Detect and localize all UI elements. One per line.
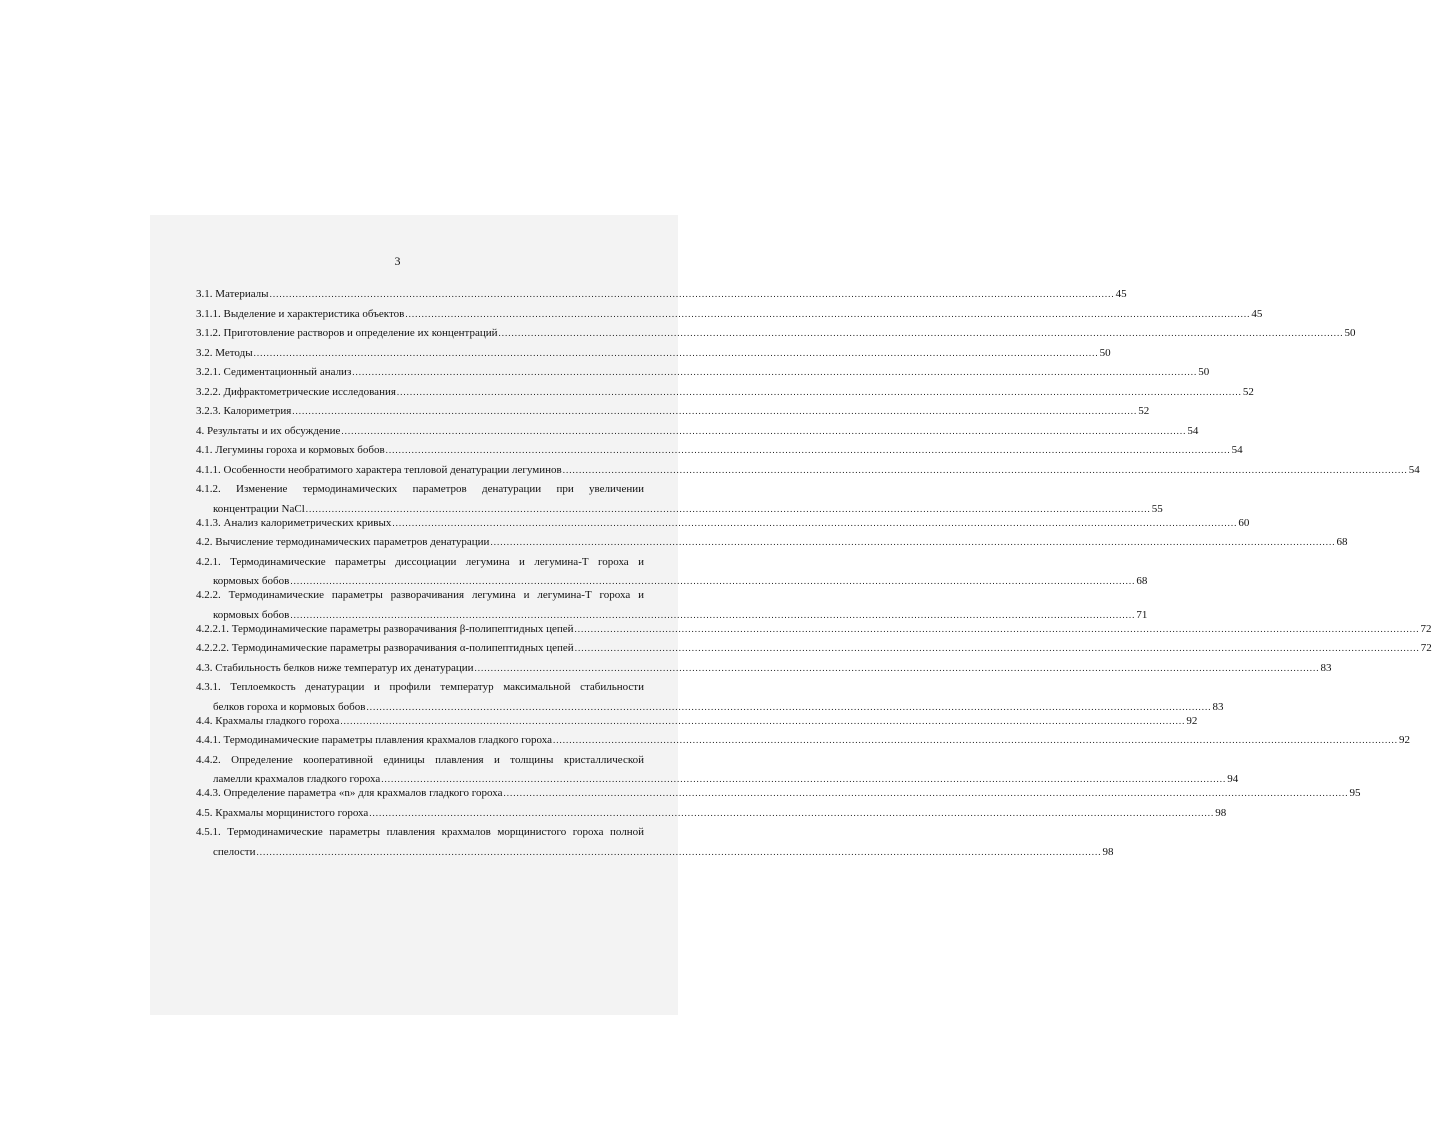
toc-entry bbox=[196, 535, 1348, 549]
toc-entry-row bbox=[196, 845, 1114, 859]
toc-entry-row bbox=[196, 806, 1227, 820]
toc-entry-page: 45 bbox=[1251, 307, 1263, 320]
toc-entry bbox=[196, 753, 1239, 787]
toc-entry-title: 3.1.2. Приготовление растворов и определение их концентраций bbox=[196, 327, 498, 339]
toc-entry-page: 83 bbox=[1320, 661, 1332, 674]
dot-leader: .................................................................................................................................................................................................................................................................... bbox=[366, 701, 1212, 712]
page-number: 3 bbox=[394, 254, 401, 268]
toc-entry bbox=[196, 641, 1432, 655]
toc-entry-page: 92 bbox=[1398, 734, 1410, 746]
toc-entry-title: 3.2. Методы bbox=[196, 346, 253, 359]
toc-entry-title: 4.4.3. Определение параметра «n» для крахмалов гладкого гороха bbox=[196, 787, 503, 799]
toc-entry bbox=[196, 463, 1420, 477]
dot-leader: .................................................................................................................................................................................................................................................................... bbox=[269, 289, 1115, 299]
toc-entry-title: 4.2.2.1. Термодинамические параметры разворачивания β-полипептидных цепей bbox=[196, 622, 574, 635]
dot-leader: .................................................................................................................................................................................................................................................................... bbox=[562, 464, 1408, 475]
toc-entry bbox=[196, 443, 1243, 457]
toc-entry-title: 4.2. Вычисление термодинамических параметров денатурации bbox=[196, 536, 490, 548]
dot-leader: .................................................................................................................................................................................................................................................................... bbox=[369, 807, 1215, 818]
toc-entry bbox=[196, 806, 1227, 820]
toc-entry-row bbox=[196, 424, 1199, 438]
toc-entry-title-line: 4.4.2. Определение кооперативной единицы плавления и толщины кристаллической bbox=[196, 753, 644, 766]
toc-entry-page: 68 bbox=[1336, 536, 1348, 548]
toc-entry-page: 72 bbox=[1420, 622, 1432, 635]
toc-entry-row bbox=[196, 385, 1254, 399]
toc-entry-title: 4. Результаты и их обсуждение bbox=[196, 424, 341, 437]
toc-entry-row bbox=[196, 443, 1243, 457]
dot-leader: .................................................................................................................................................................................................................................................................... bbox=[498, 328, 1344, 338]
dot-leader: .................................................................................................................................................................................................................................................................... bbox=[392, 517, 1238, 528]
dot-leader: .................................................................................................................................................................................................................................................................... bbox=[385, 445, 1231, 455]
toc-entry-row bbox=[196, 661, 1332, 675]
toc-entry bbox=[196, 385, 1254, 399]
toc-entry-title: 4.1.1. Особенности необратимого характера тепловой денатурации легуминов bbox=[196, 463, 562, 476]
toc-entry-row bbox=[196, 404, 1150, 418]
toc-entry-page: 50 bbox=[1198, 366, 1210, 378]
dot-leader: .................................................................................................................................................................................................................................................................... bbox=[256, 846, 1102, 857]
dot-leader: .................................................................................................................................................................................................................................................................... bbox=[292, 406, 1138, 416]
toc-entry-page: 60 bbox=[1238, 516, 1250, 529]
toc-entry bbox=[196, 307, 1263, 321]
toc-entry-title: кормовых бобов bbox=[213, 608, 290, 621]
toc-entry-page: 52 bbox=[1242, 385, 1254, 398]
toc-entry-page: 95 bbox=[1349, 787, 1361, 799]
toc-entry-page: 71 bbox=[1136, 608, 1148, 621]
toc-entry-title: концентрации NaCl bbox=[213, 502, 305, 515]
toc-entry-page: 92 bbox=[1186, 714, 1198, 727]
dot-leader: .................................................................................................................................................................................................................................................................... bbox=[490, 537, 1336, 547]
toc-entry bbox=[196, 588, 1148, 622]
dot-leader: .................................................................................................................................................................................................................................................................... bbox=[340, 715, 1186, 726]
toc-entry-row bbox=[196, 287, 1127, 301]
toc-entry-page: 54 bbox=[1187, 424, 1199, 437]
toc-entry-title-line: 4.5.1. Термодинамические параметры плавления крахмалов морщинистого гороха полной bbox=[196, 826, 644, 838]
toc-entry-row bbox=[196, 326, 1356, 340]
dot-leader: .................................................................................................................................................................................................................................................................... bbox=[381, 774, 1227, 784]
toc-entry-title: спелости bbox=[213, 845, 256, 858]
toc-entry bbox=[196, 714, 1198, 728]
toc-entry-row bbox=[196, 463, 1420, 477]
toc-entry-title: 4.4.1. Термодинамические параметры плавления крахмалов гладкого гороха bbox=[196, 734, 552, 746]
toc-entry-page: 54 bbox=[1231, 444, 1243, 456]
toc-entry-title: 4.5. Крахмалы морщинистого гороха bbox=[196, 806, 369, 819]
toc-entry-title: белков гороха и кормовых бобов bbox=[213, 700, 366, 713]
toc-entry-row bbox=[196, 772, 1239, 786]
dot-leader: .................................................................................................................................................................................................................................................................... bbox=[474, 662, 1320, 673]
toc-entry-row bbox=[196, 516, 1250, 530]
dot-leader: .................................................................................................................................................................................................................................................................... bbox=[574, 623, 1420, 634]
toc-entry bbox=[196, 680, 1224, 714]
toc-entry-page: 98 bbox=[1102, 845, 1114, 858]
toc-entry-title: 4.3. Стабильность белков ниже температур их денатурации bbox=[196, 661, 474, 674]
toc-entry bbox=[196, 786, 1361, 800]
toc-entry-row bbox=[196, 535, 1348, 549]
toc-entry-page: 98 bbox=[1215, 806, 1227, 819]
toc-entry bbox=[196, 733, 1410, 747]
toc-entry-title-line: 4.1.2. Изменение термодинамических параметров денатурации при увеличении bbox=[196, 483, 644, 495]
toc-entry bbox=[196, 346, 1111, 360]
toc-entry bbox=[196, 365, 1210, 379]
toc-entry-page: 83 bbox=[1212, 700, 1224, 713]
dot-leader: .................................................................................................................................................................................................................................................................... bbox=[503, 788, 1349, 798]
toc-entry-page: 50 bbox=[1344, 327, 1356, 339]
toc-entry-page: 55 bbox=[1151, 502, 1163, 515]
toc-entry-title-line: 4.2.1. Термодинамические параметры диссоциации легумина и легумина-Т гороха и bbox=[196, 555, 644, 568]
toc-entry-page: 45 bbox=[1115, 288, 1127, 300]
toc-entry-page: 94 bbox=[1227, 773, 1239, 785]
dot-leader: .................................................................................................................................................................................................................................................................... bbox=[290, 609, 1136, 620]
dot-leader: .................................................................................................................................................................................................................................................................... bbox=[305, 503, 1151, 514]
toc-entry-page: 72 bbox=[1420, 642, 1432, 654]
toc-entry-row bbox=[196, 622, 1432, 636]
toc-entry-row bbox=[196, 307, 1263, 321]
toc-entry bbox=[196, 404, 1150, 418]
dot-leader: .................................................................................................................................................................................................................................................................... bbox=[290, 576, 1136, 586]
toc-entry-row bbox=[196, 714, 1198, 728]
toc-entry-title: 3.2.2. Дифрактометрические исследования bbox=[196, 385, 396, 398]
toc-entry-row bbox=[196, 641, 1432, 655]
toc-entry-title: 4.2.2.2. Термодинамические параметры разворачивания α-полипептидных цепей bbox=[196, 642, 574, 654]
toc-entry bbox=[196, 825, 1114, 859]
toc-entry-row bbox=[196, 733, 1410, 747]
dot-leader: .................................................................................................................................................................................................................................................................... bbox=[253, 347, 1099, 358]
toc-entry-title: 3.2.3. Калориметрия bbox=[196, 405, 292, 417]
toc-entry-row bbox=[196, 786, 1361, 800]
toc-entry-title: 3.2.1. Седиментационный анализ bbox=[196, 366, 352, 378]
toc-entry-title: 4.1.3. Анализ калориметрических кривых bbox=[196, 516, 392, 529]
toc-entry bbox=[196, 555, 1148, 589]
toc-entry bbox=[196, 622, 1432, 636]
toc-entry bbox=[196, 287, 1127, 301]
toc-entry-row bbox=[196, 502, 1163, 516]
toc-entry-page: 54 bbox=[1408, 463, 1420, 476]
toc-entry-title: ламелли крахмалов гладкого гороха bbox=[213, 773, 381, 785]
toc-entry-title: 3.1.1. Выделение и характеристика объектов bbox=[196, 307, 405, 320]
toc-entry-row bbox=[196, 700, 1224, 714]
toc-entry-row bbox=[196, 346, 1111, 360]
dot-leader: .................................................................................................................................................................................................................................................................... bbox=[405, 308, 1251, 319]
toc-entry bbox=[196, 326, 1356, 340]
toc-entry-title: 4.1. Легумины гороха и кормовых бобов bbox=[196, 444, 385, 456]
toc-entry-title: 3.1. Материалы bbox=[196, 288, 269, 300]
toc-entry-title: 4.4. Крахмалы гладкого гороха bbox=[196, 714, 340, 727]
toc-entry bbox=[196, 482, 1163, 516]
dot-leader: .................................................................................................................................................................................................................................................................... bbox=[574, 643, 1420, 653]
dot-leader: .................................................................................................................................................................................................................................................................... bbox=[341, 425, 1187, 436]
table-of-contents bbox=[196, 287, 1432, 859]
toc-entry-title: кормовых бобов bbox=[213, 575, 290, 587]
dot-leader: .................................................................................................................................................................................................................................................................... bbox=[352, 367, 1198, 377]
toc-entry-title-line: 4.3.1. Теплоемкость денатурации и профили температур максимальной стабильности bbox=[196, 681, 644, 693]
toc-entry bbox=[196, 516, 1250, 530]
toc-entry-page: 68 bbox=[1136, 575, 1148, 587]
toc-entry bbox=[196, 424, 1199, 438]
toc-entry-row bbox=[196, 365, 1210, 379]
toc-entry-title-line: 4.2.2. Термодинамические параметры разворачивания легумина и легумина-Т гороха и bbox=[196, 589, 644, 601]
dot-leader: .................................................................................................................................................................................................................................................................... bbox=[552, 735, 1398, 745]
toc-entry-row bbox=[196, 574, 1148, 588]
toc-entry-page: 50 bbox=[1099, 346, 1111, 359]
dot-leader: .................................................................................................................................................................................................................................................................... bbox=[396, 386, 1242, 397]
toc-entry-row bbox=[196, 608, 1148, 622]
toc-entry bbox=[196, 661, 1332, 675]
toc-entry-page: 52 bbox=[1138, 405, 1150, 417]
